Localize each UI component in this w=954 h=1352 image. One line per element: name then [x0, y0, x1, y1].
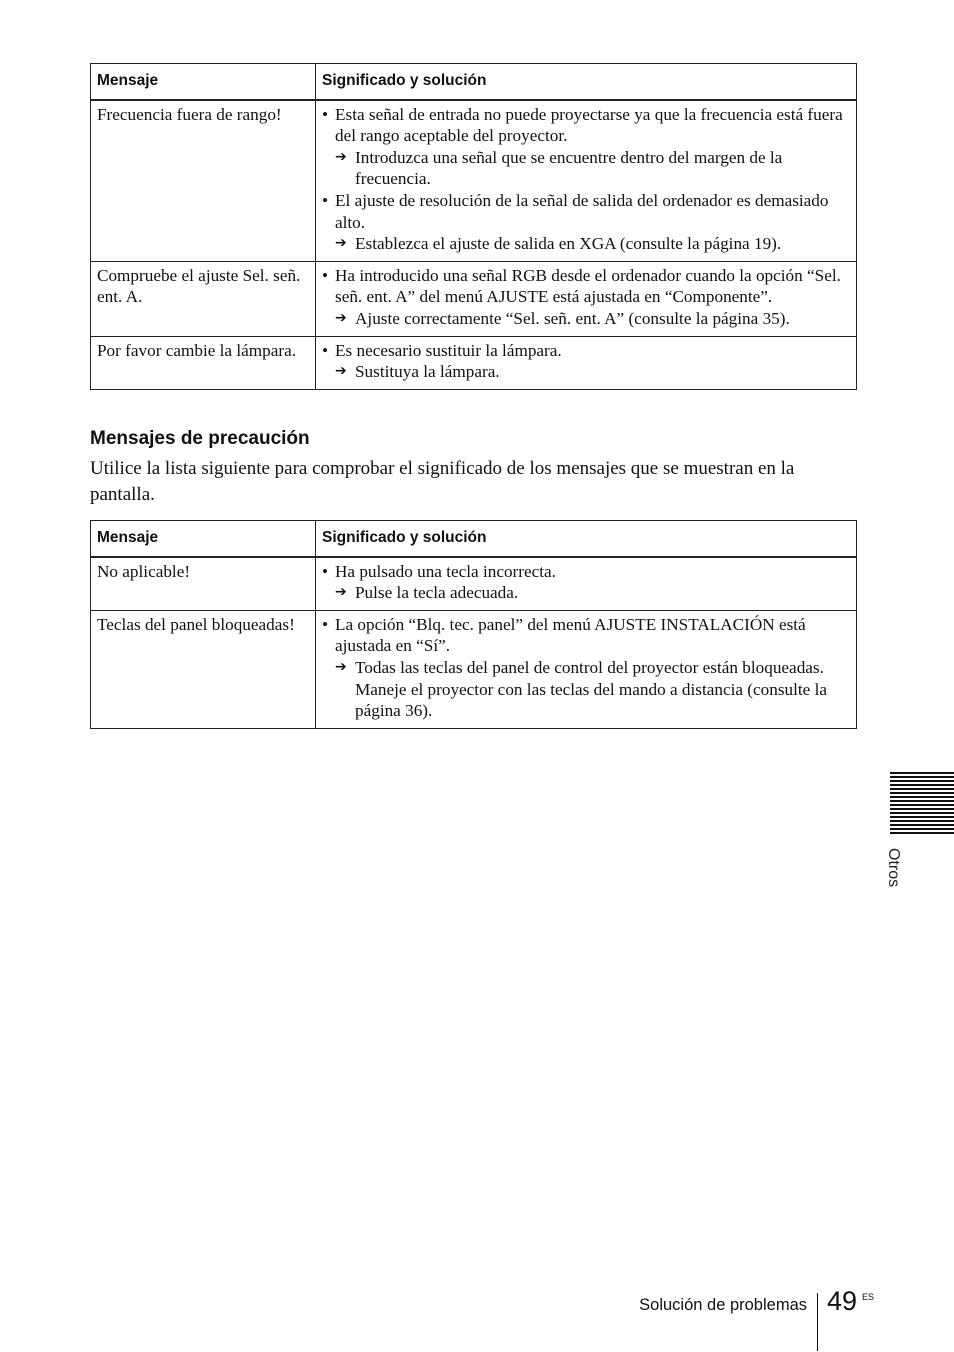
solution-line	[335, 147, 850, 190]
page-language-code: ES	[862, 1292, 875, 1302]
bullet-text: Ha introducido una señal RGB desde el ordenador cuando la opción “Sel. señ. ent. A” del menú AJUSTE está ajustada en “Componente”.	[335, 265, 841, 307]
section-intro: Utilice la lista siguiente para comprobar el significado de los mensajes que se muestran en la pantalla.	[90, 458, 795, 505]
table-row	[91, 336, 857, 389]
solution-line	[335, 308, 850, 330]
solution-line	[335, 361, 850, 383]
solution-text: Introduzca una señal que se encuentre dentro del margen de la frecuencia.	[355, 147, 783, 189]
solution-text: Pulse la tecla adecuada.	[355, 583, 519, 603]
message-cell: Por favor cambie la lámpara.	[91, 336, 316, 389]
solution-line	[335, 233, 850, 255]
bullet-text: El ajuste de resolución de la señal de salida del ordenador es demasiado alto.	[335, 190, 829, 232]
bullet-glyph: •	[322, 104, 329, 124]
table-row	[91, 610, 857, 728]
bullet-item	[322, 561, 850, 604]
arrow-right-icon: ➔	[335, 584, 347, 601]
message-cell: Compruebe el ajuste Sel. señ. ent. A.	[91, 261, 316, 336]
side-tab-label: Otros	[885, 848, 902, 888]
bullet-glyph: •	[322, 614, 329, 634]
bullet-glyph: •	[322, 265, 329, 285]
column-header-message: Mensaje	[91, 64, 316, 100]
table-row	[91, 261, 857, 336]
table-header-row	[91, 521, 857, 557]
column-header-message: Mensaje	[91, 521, 316, 557]
bullet-glyph: •	[322, 190, 329, 210]
message-cell: No aplicable!	[91, 557, 316, 611]
caution-messages-table	[90, 520, 857, 729]
arrow-right-icon: ➔	[335, 363, 347, 380]
section-heading: Mensajes de precaución	[90, 428, 310, 449]
error-messages-table	[90, 63, 857, 390]
bullet-text: Es necesario sustituir la lámpara.	[335, 340, 562, 360]
message-cell: Teclas del panel bloqueadas!	[91, 610, 316, 728]
message-cell: Frecuencia fuera de rango!	[91, 100, 316, 262]
meaning-cell	[316, 557, 857, 611]
bullet-item	[322, 104, 850, 190]
solution-line	[335, 657, 850, 722]
meaning-cell	[316, 100, 857, 262]
arrow-right-icon: ➔	[335, 309, 347, 326]
bullet-item	[322, 340, 850, 383]
bullet-text: Esta señal de entrada no puede proyectarse ya que la frecuencia está fuera del rango aceptable del proyector.	[335, 104, 843, 146]
page-number: 49	[827, 1286, 858, 1316]
footer-divider	[817, 1293, 818, 1351]
arrow-right-icon: ➔	[335, 235, 347, 252]
bullet-text: La opción “Blq. tec. panel” del menú AJUSTE INSTALACIÓN está ajustada en “Sí”.	[335, 614, 806, 656]
footer-section-title: Solución de problemas	[639, 1296, 807, 1314]
bullet-item	[322, 265, 850, 330]
table-header-row	[91, 64, 857, 100]
solution-text: Todas las teclas del panel de control del proyector están bloqueadas. Maneje el proyector con las teclas del mando a distancia (consulte la página 36).	[355, 657, 827, 721]
solution-text: Ajuste correctamente “Sel. señ. ent. A” (consulte la página 35).	[355, 308, 790, 328]
solution-text: Sustituya la lámpara.	[355, 362, 500, 382]
column-header-meaning: Significado y solución	[316, 64, 857, 100]
column-header-meaning: Significado y solución	[316, 521, 857, 557]
solution-line	[335, 582, 850, 604]
table-row	[91, 100, 857, 262]
bullet-text: Ha pulsado una tecla incorrecta.	[335, 561, 556, 581]
solution-text: Establezca el ajuste de salida en XGA (consulte la página 19).	[355, 234, 782, 254]
arrow-right-icon: ➔	[335, 658, 347, 675]
bullet-item	[322, 190, 850, 255]
side-tab-lines	[890, 772, 954, 836]
bullet-glyph: •	[322, 340, 329, 360]
meaning-cell	[316, 336, 857, 389]
bullet-glyph: •	[322, 561, 329, 581]
table-row	[91, 557, 857, 611]
meaning-cell	[316, 610, 857, 728]
meaning-cell	[316, 261, 857, 336]
arrow-right-icon: ➔	[335, 148, 347, 165]
bullet-item	[322, 614, 850, 722]
